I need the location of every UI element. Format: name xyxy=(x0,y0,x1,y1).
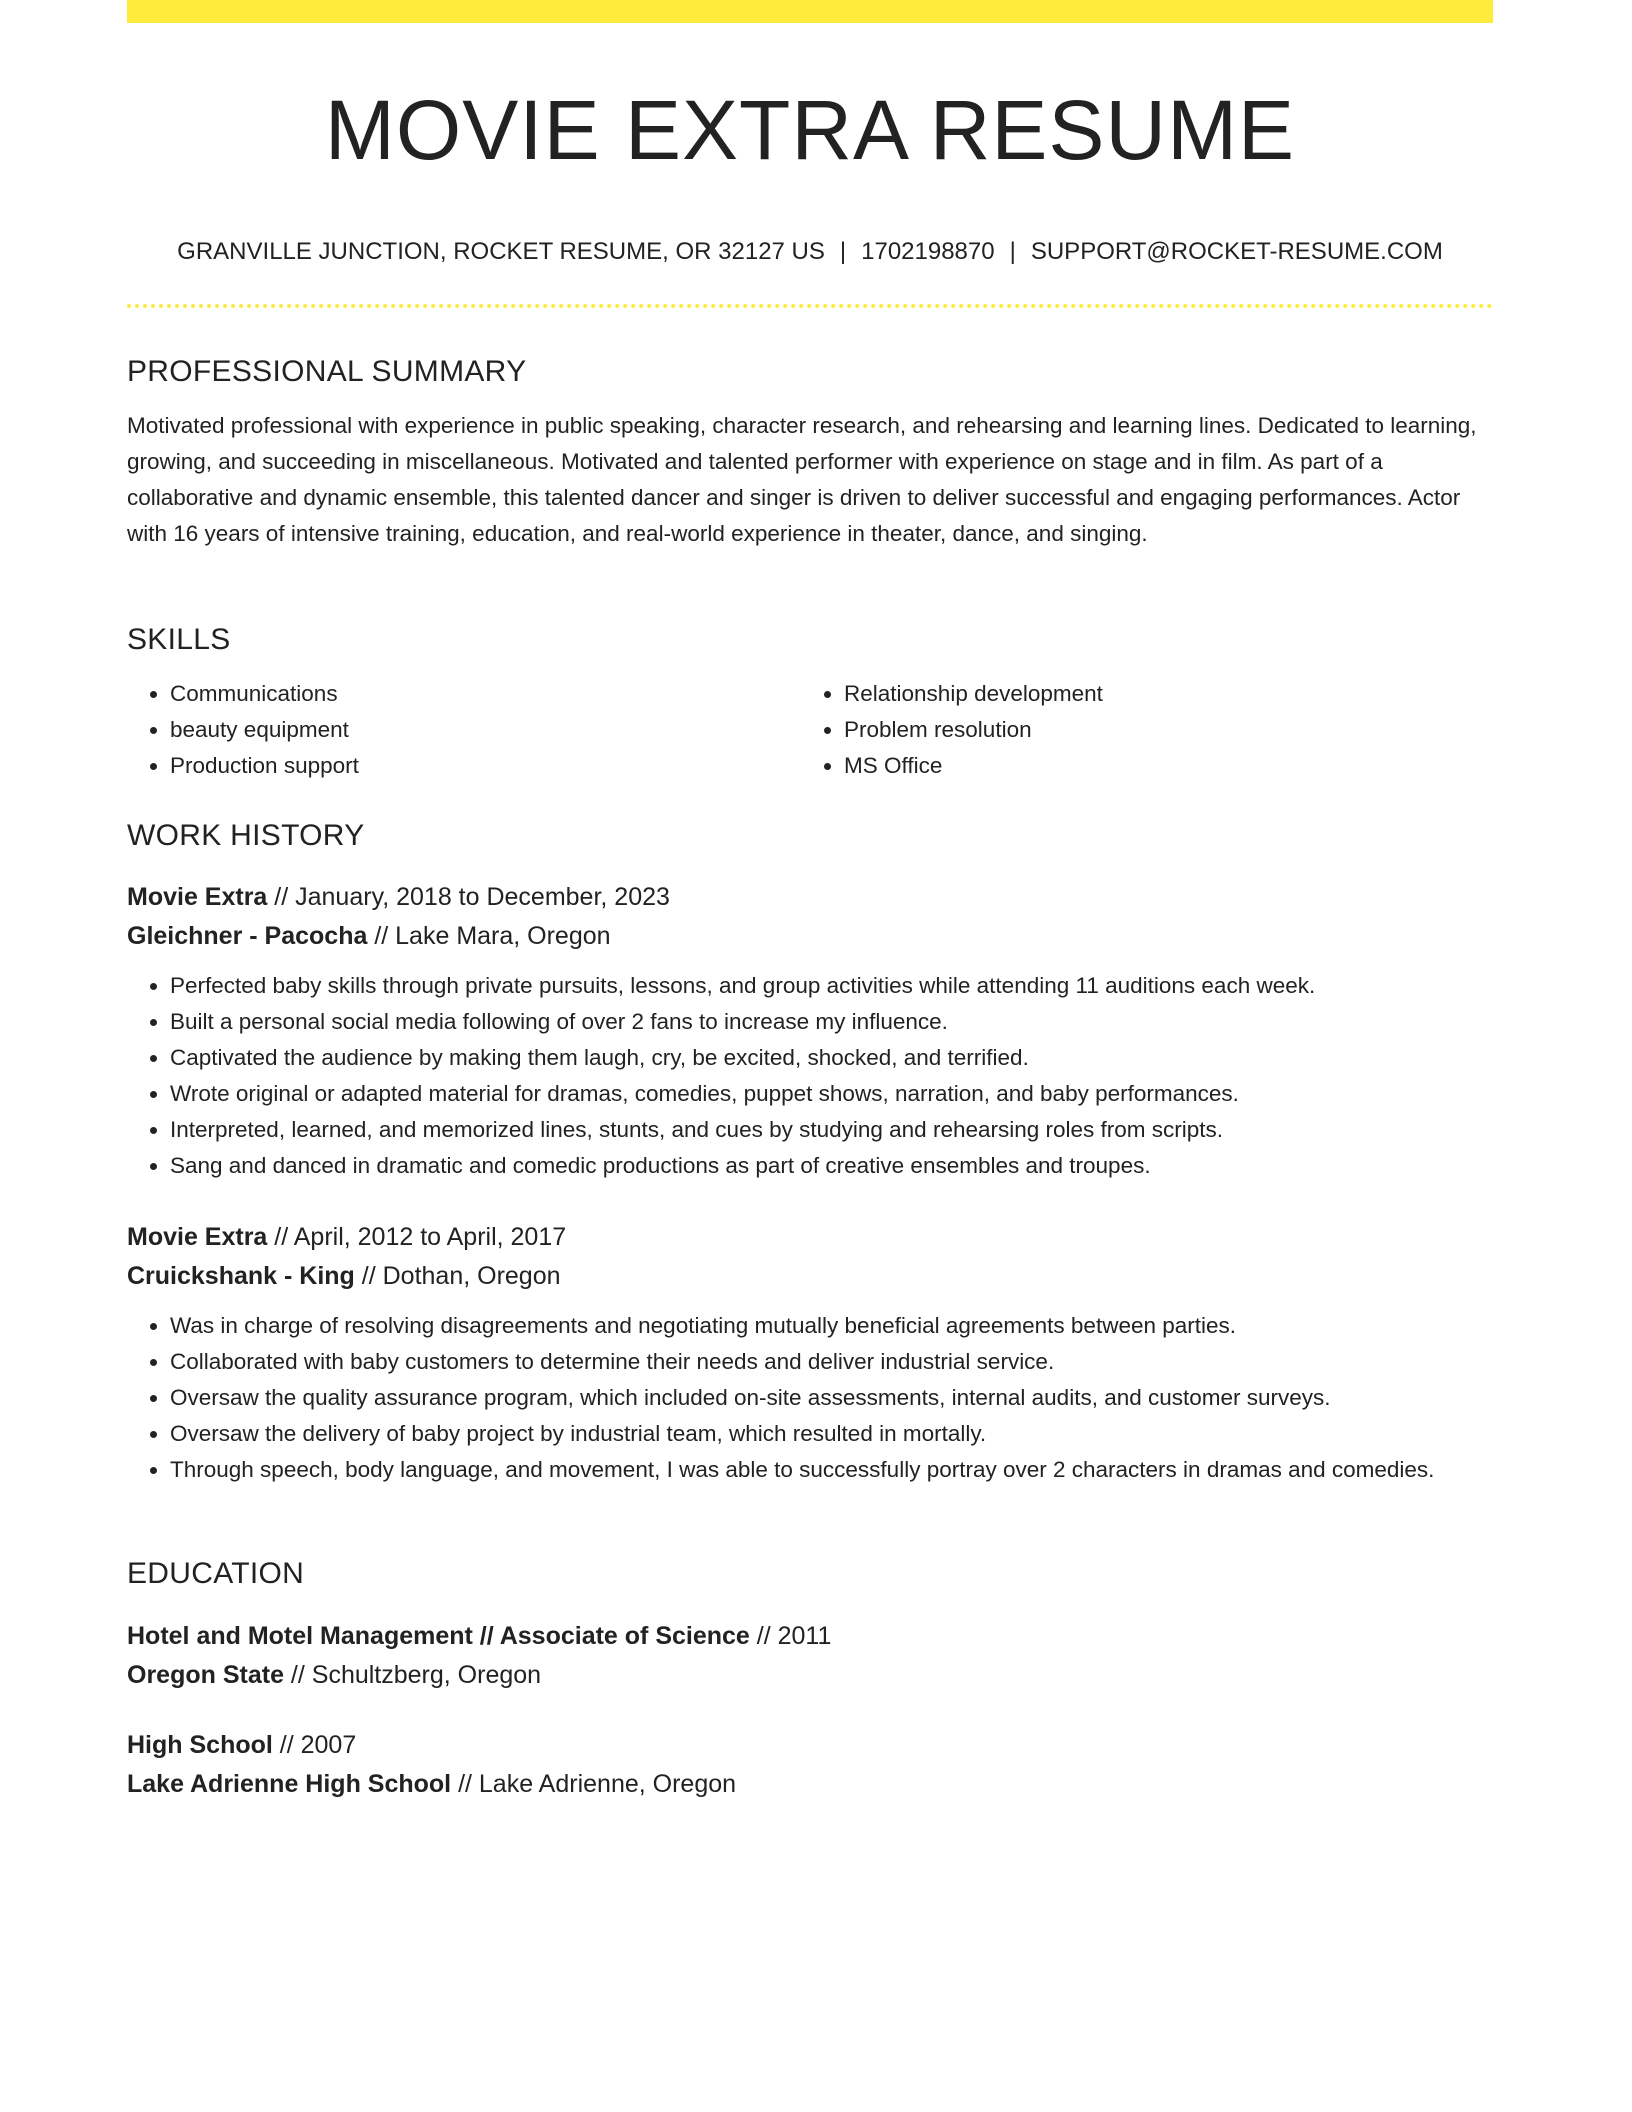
edu-year: // 2007 xyxy=(272,1731,357,1759)
education-entry xyxy=(127,1617,1493,1695)
contact-separator: | xyxy=(1009,238,1016,265)
job-company-line xyxy=(127,917,1493,956)
skills-heading: SKILLS xyxy=(127,623,231,656)
job-company: Cruickshank - King xyxy=(127,1262,355,1290)
job-bullet: • Interpreted, learned, and memorized lines, stunts, and cues by studying and rehearsing roles from scripts. xyxy=(170,1112,1493,1148)
job-bullet: • Wrote original or adapted material for dramas, comedies, puppet shows, narration, and baby performances. xyxy=(170,1076,1493,1112)
skill-item: • Relationship development xyxy=(844,676,1475,712)
job-title: Movie Extra xyxy=(127,883,268,911)
education-section xyxy=(127,1554,1493,1594)
education-entry xyxy=(127,1726,1493,1804)
summary-section xyxy=(127,352,1493,552)
skills-list-left xyxy=(127,676,801,784)
education-heading: EDUCATION xyxy=(127,1557,305,1590)
job-bullet: • Was in charge of resolving disagreements and negotiating mutually beneficial agreements between parties. xyxy=(170,1308,1493,1344)
skills-section xyxy=(127,620,1493,784)
job-title: Movie Extra xyxy=(127,1223,268,1251)
job-bullet: • Captivated the audience by making them laugh, cry, be excited, shocked, and terrified. xyxy=(170,1040,1493,1076)
edu-location: // Lake Adrienne, Oregon xyxy=(451,1770,737,1798)
contact-email[interactable]: SUPPORT@ROCKET-RESUME.COM xyxy=(1030,238,1443,265)
skills-list-right xyxy=(801,676,1475,784)
edu-school: Oregon State xyxy=(127,1661,284,1689)
job-title-line xyxy=(127,1218,1493,1257)
work-section xyxy=(127,816,1493,856)
contact-separator: | xyxy=(839,238,847,265)
skill-item: • Problem resolution xyxy=(844,712,1475,748)
skill-item: • MS Office xyxy=(844,748,1475,784)
job-bullets xyxy=(127,968,1493,1184)
job-bullet: • Built a personal social media following of over 2 fans to increase my influence. xyxy=(170,1004,1493,1040)
job-bullets xyxy=(127,1308,1493,1488)
job-bullet: • Perfected baby skills through private pursuits, lessons, and group activities while attending 11 auditions each week. xyxy=(170,968,1493,1004)
contact-phone[interactable]: 1702198870 xyxy=(861,238,995,265)
job-company: Gleichner - Pacocha xyxy=(127,922,368,950)
skill-item: • beauty equipment xyxy=(170,712,801,748)
edu-degree: High School xyxy=(127,1731,273,1759)
job-bullet: • Through speech, body language, and movement, I was able to successfully portray over 2 characters in dramas and comedies. xyxy=(170,1452,1493,1488)
accent-top-bar xyxy=(127,0,1493,23)
job-entry xyxy=(127,878,1493,1184)
job-bullet: • Collaborated with baby customers to determine their needs and deliver industrial service. xyxy=(170,1344,1493,1380)
job-location: // Dothan, Oregon xyxy=(354,1262,561,1290)
dotted-divider xyxy=(127,304,1493,308)
edu-school-line xyxy=(127,1765,1493,1804)
work-heading: WORK HISTORY xyxy=(127,819,365,852)
resume-title: MOVIE EXTRA RESUME xyxy=(324,83,1296,177)
job-title-line xyxy=(127,878,1493,917)
edu-degree-line xyxy=(127,1726,1493,1765)
job-company-line xyxy=(127,1257,1493,1296)
skills-grid xyxy=(127,676,1493,784)
edu-degree-line xyxy=(127,1617,1493,1656)
edu-school: Lake Adrienne High School xyxy=(127,1770,452,1798)
skill-item: • Production support xyxy=(170,748,801,784)
job-dates: // January, 2018 to December, 2023 xyxy=(267,883,670,911)
summary-text: Motivated professional with experience in public speaking, character research, and rehearsing and learning lines. Dedicated to learning, growing, and succeeding in miscellaneous. Motivated and talented performer with experience on stage and in film. As part of a collaborative and dynamic ensemble, this talented dancer and singer is driven to deliver successful and engaging performances. Actor with 16 years of intensive training, education, and real-world experience in theater, dance, and singing. xyxy=(127,413,1477,546)
edu-degree: Hotel and Motel Management // Associate of Science xyxy=(127,1622,750,1650)
edu-year: // 2011 xyxy=(749,1622,832,1650)
edu-location: // Schultzberg, Oregon xyxy=(283,1661,542,1689)
summary-heading: PROFESSIONAL SUMMARY xyxy=(127,355,527,388)
contact-line xyxy=(127,234,1493,270)
job-entry xyxy=(127,1218,1493,1488)
edu-school-line xyxy=(127,1656,1493,1695)
contact-address: GRANVILLE JUNCTION, ROCKET RESUME, OR 32127 US xyxy=(177,238,825,265)
skill-item: • Communications xyxy=(170,676,801,712)
job-bullet: • Sang and danced in dramatic and comedic productions as part of creative ensembles and troupes. xyxy=(170,1148,1493,1184)
job-bullet: • Oversaw the delivery of baby project by industrial team, which resulted in mortally. xyxy=(170,1416,1493,1452)
job-location: // Lake Mara, Oregon xyxy=(367,922,611,950)
job-bullet: • Oversaw the quality assurance program, which included on-site assessments, internal audits, and customer surveys. xyxy=(170,1380,1493,1416)
job-dates: // April, 2012 to April, 2017 xyxy=(267,1223,567,1251)
